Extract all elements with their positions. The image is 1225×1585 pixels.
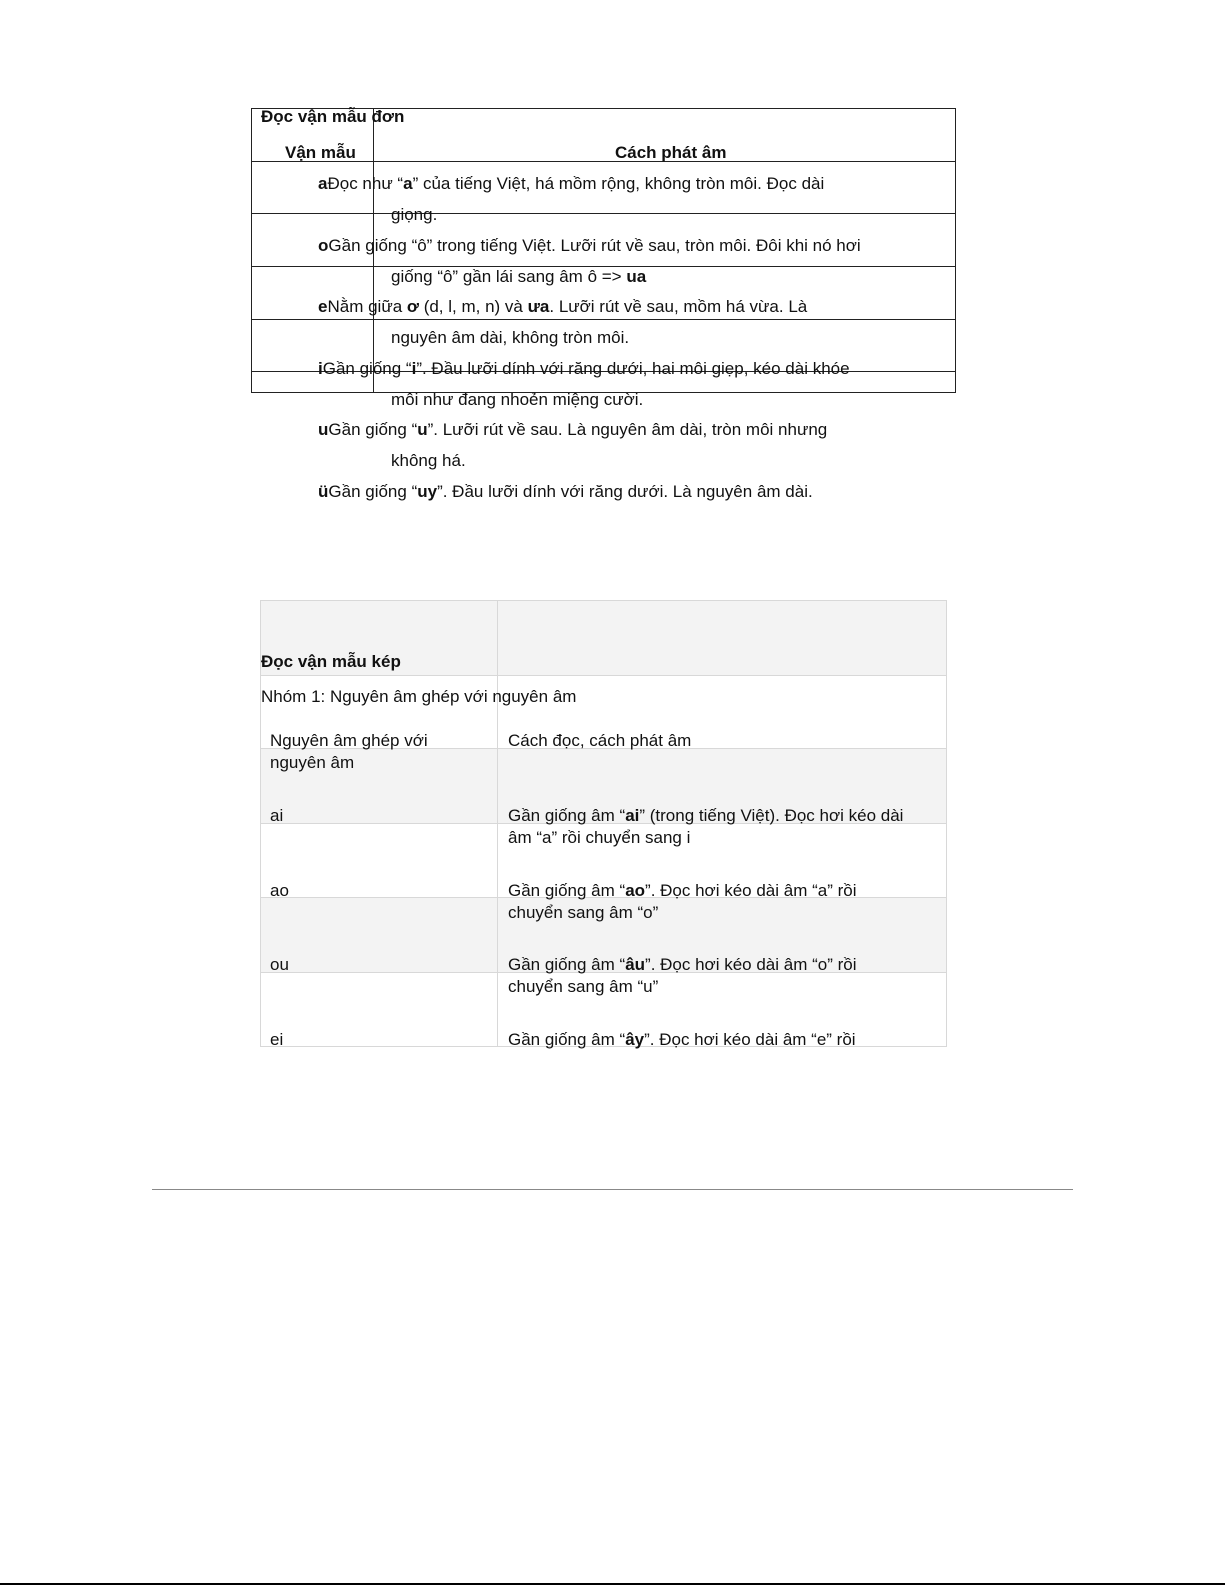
table1-header-vowel: Vận mẫu xyxy=(285,143,356,162)
table1-pronunciation: Đọc như “a” của tiếng Việt, há mồm rộng, không tròn môi. Đọc dài xyxy=(327,174,825,193)
table1-pronunciation-continued: không há. xyxy=(391,451,466,470)
table2-vowel: ai xyxy=(270,806,284,825)
table1-row-line1 xyxy=(318,174,824,194)
table1-row-line1 xyxy=(318,420,827,440)
table2-header-col1-line2: nguyên âm xyxy=(270,753,355,772)
table2-pronunciation: Gần giống âm “ây”. Đọc hơi kéo dài âm “e” rồi xyxy=(508,1030,856,1049)
table1-row-line1 xyxy=(318,236,861,256)
table2-vowel: ou xyxy=(270,955,289,974)
table1-row-line1 xyxy=(318,359,850,379)
table2-group-label: Nhóm 1: Nguyên âm ghép với nguyên âm xyxy=(261,687,577,706)
table2-pronunciation-continued: chuyển sang âm “u” xyxy=(508,977,659,996)
table2-vowel: ao xyxy=(270,881,289,900)
table1-header-pronunciation: Cách phát âm xyxy=(615,143,727,162)
table1-rule xyxy=(251,161,956,162)
table1-pronunciation: Gần giống “i”. Đầu lưỡi dính với răng dưới, hai môi giẹp, kéo dài khóe xyxy=(322,359,850,378)
table1-vowel: a xyxy=(318,174,328,193)
table1-title: Đọc vận mẫu đơn xyxy=(261,107,405,126)
table2-title: Đọc vận mẫu kép xyxy=(261,652,401,671)
table1-vowel: ü xyxy=(318,482,329,501)
table1-pronunciation-continued: giọng. xyxy=(391,205,438,224)
table2-header-col2: Cách đọc, cách phát âm xyxy=(508,731,692,750)
table1-pronunciation-continued: nguyên âm dài, không tròn môi. xyxy=(391,328,630,347)
table1-pronunciation: Gần giống “uy”. Đầu lưỡi dính với răng dưới. Là nguyên âm dài. xyxy=(328,482,813,501)
table1-pronunciation: Nằm giữa ơ (d, l, m, n) và ưa. Lưỡi rút về sau, mồm há vừa. Là xyxy=(327,297,808,316)
table1-pronunciation-continued: môi như đang nhoẻn miệng cười. xyxy=(391,390,644,409)
table1-rule xyxy=(251,213,956,214)
table1-vowel: i xyxy=(318,359,323,378)
table1-vowel: e xyxy=(318,297,328,316)
table2-header-col1-line1: Nguyên âm ghép với xyxy=(270,731,428,750)
table1-border-right xyxy=(955,108,956,393)
table2-rule xyxy=(260,675,947,676)
table2-pronunciation: Gần giống âm “âu”. Đọc hơi kéo dài âm “o” rồi xyxy=(508,955,857,974)
table2-pronunciation-continued: âm “a” rồi chuyển sang i xyxy=(508,828,691,847)
table1-rule xyxy=(251,319,956,320)
table1-border-left xyxy=(251,108,252,393)
table1-pronunciation: Gần giống “u”. Lưỡi rút về sau. Là nguyên âm dài, tròn môi nhưng xyxy=(328,420,828,439)
table1-row-line1 xyxy=(318,297,807,317)
page-divider xyxy=(152,1189,1073,1190)
table2-pronunciation: Gần giống âm “ao”. Đọc hơi kéo dài âm “a” rồi xyxy=(508,881,857,900)
table1-pronunciation: Gần giống “ô” trong tiếng Việt. Lưỡi rút về sau, tròn môi. Đôi khi nó hơi xyxy=(328,236,861,255)
table1-pronunciation-continued: giống “ô” gần lái sang âm ô => ua xyxy=(391,267,647,286)
table2-border-top xyxy=(260,600,947,601)
table1-vowel: u xyxy=(318,420,329,439)
table2-pronunciation: Gần giống âm “ai” (trong tiếng Việt). Đọc hơi kéo dài xyxy=(508,806,904,825)
table2-pronunciation-continued: chuyển sang âm “o” xyxy=(508,903,659,922)
table2-vowel: ei xyxy=(270,1030,284,1049)
table1-vowel: o xyxy=(318,236,329,255)
table1-row-line1 xyxy=(318,482,813,502)
